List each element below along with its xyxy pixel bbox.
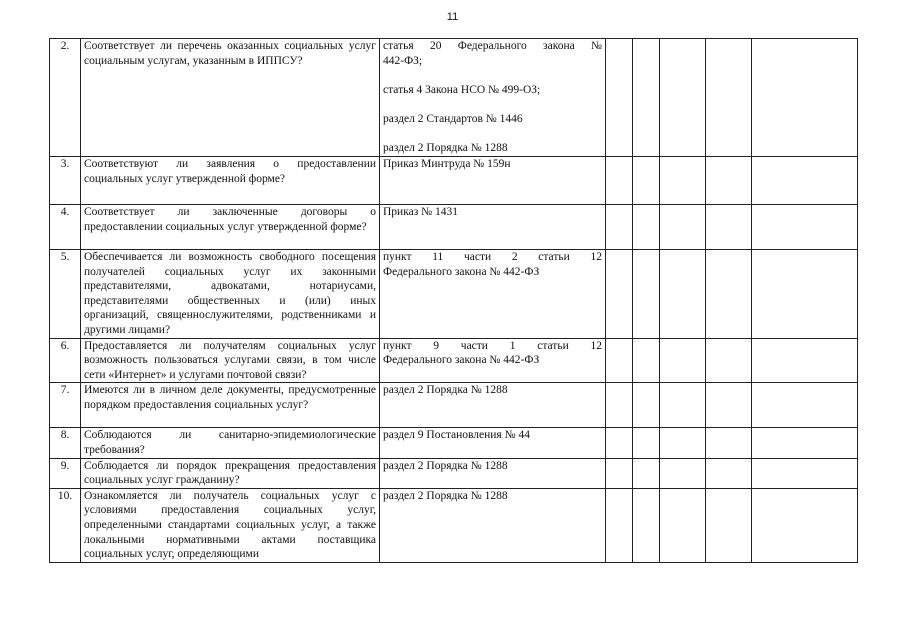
table-row <box>50 39 858 157</box>
question-cell: Имеются ли в личном деле документы, предусмотренные порядком предоставления социальных услуг? <box>81 383 380 428</box>
answer-cell[interactable] <box>752 39 858 157</box>
answer-cell[interactable] <box>752 338 858 383</box>
answer-cell[interactable] <box>706 338 752 383</box>
answer-cell[interactable] <box>606 488 633 562</box>
row-number: 5. <box>50 250 81 339</box>
table-row <box>50 205 858 250</box>
basis-line: раздел 9 Постановления № 44 <box>383 429 530 442</box>
table-row <box>50 157 858 205</box>
basis-line: Приказ Минтруда № 159н <box>383 158 511 170</box>
legal-basis-cell <box>380 383 606 428</box>
answer-cell[interactable] <box>706 383 752 428</box>
row-number: 6. <box>50 338 81 383</box>
answer-cell[interactable] <box>633 39 660 157</box>
answer-cell[interactable] <box>706 458 752 488</box>
answer-cell[interactable] <box>660 458 706 488</box>
answer-cell[interactable] <box>633 250 660 339</box>
answer-cell[interactable] <box>606 428 633 458</box>
basis-line: раздел 2 Порядка № 1288 <box>383 142 508 155</box>
answer-cell[interactable] <box>752 458 858 488</box>
answer-cell[interactable] <box>633 428 660 458</box>
question-cell: Соответствует ли перечень оказанных социальных услуг социальным услугам, указанным в ИППСУ? <box>81 39 380 157</box>
table-row <box>50 458 858 488</box>
basis-line: Федерального закона № 442-ФЗ <box>383 354 540 367</box>
answer-cell[interactable] <box>660 157 706 205</box>
question-cell: Обеспечивается ли возможность свободного посещения получателей социальных услуг их законными представителями, адвокатами, нотариусами, представителями общественных и (или) иных организаций, священнослужителями, родственниками и другими лицами? <box>81 250 380 339</box>
row-number: 10. <box>50 488 81 562</box>
answer-cell[interactable] <box>633 488 660 562</box>
answer-cell[interactable] <box>752 205 858 250</box>
answer-cell[interactable] <box>606 157 633 205</box>
answer-cell[interactable] <box>660 428 706 458</box>
answer-cell[interactable] <box>706 428 752 458</box>
table-row <box>50 428 858 458</box>
basis-line: пункт 9 части 1 статьи 12 <box>383 339 602 352</box>
legal-basis-cell <box>380 338 606 383</box>
checklist-table <box>49 38 858 563</box>
row-number: 2. <box>50 39 81 157</box>
answer-cell[interactable] <box>752 383 858 428</box>
question-cell: Предоставляется ли получателям социальных услуг возможность пользоваться услугами связи, в том числе сети «Интернет» и услугами почтовой связи? <box>81 338 380 383</box>
answer-cell[interactable] <box>606 338 633 383</box>
legal-basis-cell <box>380 428 606 458</box>
legal-basis-cell <box>380 157 606 205</box>
basis-line: Приказ № 1431 <box>383 206 458 218</box>
answer-cell[interactable] <box>606 39 633 157</box>
answer-cell[interactable] <box>752 157 858 205</box>
legal-basis-cell <box>380 488 606 562</box>
answer-cell[interactable] <box>633 458 660 488</box>
answer-cell[interactable] <box>660 39 706 157</box>
question-cell: Соблюдаются ли санитарно-эпидемиологические требования? <box>81 428 380 458</box>
answer-cell[interactable] <box>706 205 752 250</box>
answer-cell[interactable] <box>706 39 752 157</box>
question-cell: Соблюдается ли порядок прекращения предоставления социальных услуг гражданину? <box>81 458 380 488</box>
answer-cell[interactable] <box>706 488 752 562</box>
answer-cell[interactable] <box>660 250 706 339</box>
legal-basis-cell <box>380 250 606 339</box>
legal-basis-cell <box>380 458 606 488</box>
basis-line: раздел 2 Порядка № 1288 <box>383 384 508 397</box>
answer-cell[interactable] <box>633 338 660 383</box>
row-number: 9. <box>50 458 81 488</box>
basis-line: статья 20 Федерального закона № <box>383 40 602 52</box>
basis-gap <box>383 127 602 142</box>
answer-cell[interactable] <box>660 338 706 383</box>
basis-line: статья 4 Закона НСО № 499-ОЗ; <box>383 83 541 96</box>
question-cell: Ознакомляется ли получатель социальных услуг с условиями предоставления социальных услуг, определенными стандартами социальных услуг, а также локальными нормативными актами поставщика социальных услуг, определяющими <box>81 488 380 562</box>
basis-line: раздел 2 Порядка № 1288 <box>383 489 508 502</box>
answer-cell[interactable] <box>706 250 752 339</box>
answer-cell[interactable] <box>606 383 633 428</box>
table-row <box>50 488 858 562</box>
basis-gap <box>383 97 602 112</box>
basis-line: раздел 2 Порядка № 1288 <box>383 459 508 472</box>
answer-cell[interactable] <box>606 458 633 488</box>
basis-line: 442-ФЗ; <box>383 54 423 67</box>
answer-cell[interactable] <box>752 250 858 339</box>
basis-gap <box>383 68 602 83</box>
answer-cell[interactable] <box>706 157 752 205</box>
answer-cell[interactable] <box>660 205 706 250</box>
legal-basis-cell <box>380 205 606 250</box>
answer-cell[interactable] <box>606 250 633 339</box>
question-cell: Соответствует ли заключенные договоры о предоставлении социальных услуг утвержденной форме? <box>81 205 380 250</box>
answer-cell[interactable] <box>633 383 660 428</box>
answer-cell[interactable] <box>633 205 660 250</box>
row-number: 7. <box>50 383 81 428</box>
legal-basis-cell <box>380 39 606 157</box>
table-row <box>50 250 858 339</box>
table-row <box>50 338 858 383</box>
answer-cell[interactable] <box>606 205 633 250</box>
row-number: 4. <box>50 205 81 250</box>
page-number: 11 <box>446 11 459 23</box>
row-number: 3. <box>50 157 81 205</box>
answer-cell[interactable] <box>660 383 706 428</box>
basis-line: пункт 11 части 2 статьи 12 <box>383 251 602 263</box>
answer-cell[interactable] <box>752 428 858 458</box>
table-row <box>50 383 858 428</box>
row-number: 8. <box>50 428 81 458</box>
answer-cell[interactable] <box>633 157 660 205</box>
answer-cell[interactable] <box>660 488 706 562</box>
basis-line: Федерального закона № 442-ФЗ <box>383 265 540 278</box>
answer-cell[interactable] <box>752 488 858 562</box>
question-cell: Соответствуют ли заявления о предоставлении социальных услуг утвержденной форме? <box>81 157 380 205</box>
basis-line: раздел 2 Стандартов № 1446 <box>383 112 523 125</box>
table-body <box>50 39 858 563</box>
